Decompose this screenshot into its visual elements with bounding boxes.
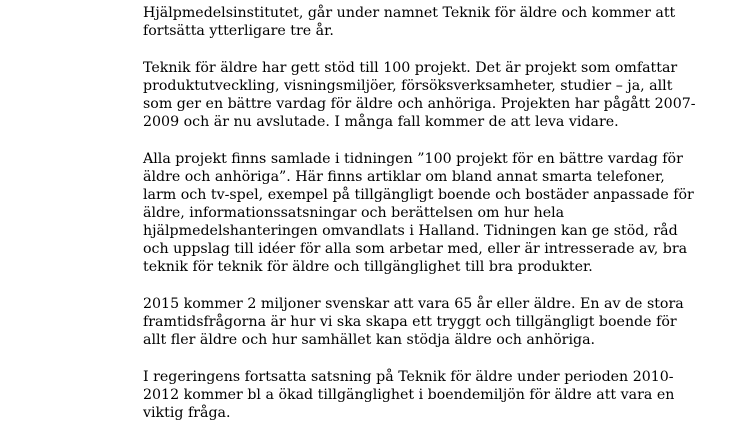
document-body [143,0,696,422]
paragraph-spacer [143,349,663,368]
paragraph-3 [143,150,694,276]
text-line: Alla projekt finns samlade i tidningen ”100 projekt för en bättre vardag för [143,151,683,167]
paragraph-1 [143,4,676,40]
text-line: äldre, informationssatsningar och berättelsen om hur hela [143,205,565,221]
text-line: 2009 och är nu avslutade. I många fall kommer de att leva vidare. [143,114,619,130]
text-line: hjälpmedelshanteringen omvandlats i Halland. Tidningen kan ge stöd, råd [143,223,678,239]
paragraph-2 [143,59,696,131]
text-line: viktig fråga. [143,405,231,421]
paragraph-spacer [143,131,663,150]
text-line: framtidsfrågorna är hur vi ska skapa ett tryggt och tillgängligt boende för [143,314,677,330]
text-line: produktutveckling, visningsmiljöer, försöksverksamheter, studier – ja, allt [143,78,673,94]
text-line: som ger en bättre vardag för äldre och anhöriga. Projekten har pågått 2007- [143,96,696,112]
text-line: Hjälpmedelsinstitutet, går under namnet Teknik för äldre och kommer att [143,5,676,21]
text-line: Teknik för äldre har gett stöd till 100 projekt. Det är projekt som omfattar [143,60,678,76]
text-line: 2015 kommer 2 miljoner svenskar att vara 65 år eller äldre. En av de stora [143,296,684,312]
text-line: fortsätta ytterligare tre år. [143,23,334,39]
text-line: allt fler äldre och hur samhället kan stödja äldre och anhöriga. [143,332,596,348]
text-line: äldre och anhöriga”. Här finns artiklar om bland annat smarta telefoner, [143,169,665,185]
paragraph-spacer [143,276,663,295]
paragraph-spacer [143,40,663,59]
text-line: teknik för teknik för äldre och tillgänglighet till bra produkter. [143,259,593,275]
paragraph-5 [143,368,675,422]
text-line: larm och tv-spel, exempel på tillgängligt boende och bostäder anpassade för [143,187,694,203]
text-line: I regeringens fortsatta satsning på Teknik för äldre under perioden 2010- [143,369,674,385]
text-line: 2012 kommer bl a ökad tillgänglighet i boendemiljön för äldre att vara en [143,387,675,403]
text-line: och uppslag till idéer för alla som arbetar med, eller är intresserade av, bra [143,241,688,257]
paragraph-4 [143,295,684,349]
